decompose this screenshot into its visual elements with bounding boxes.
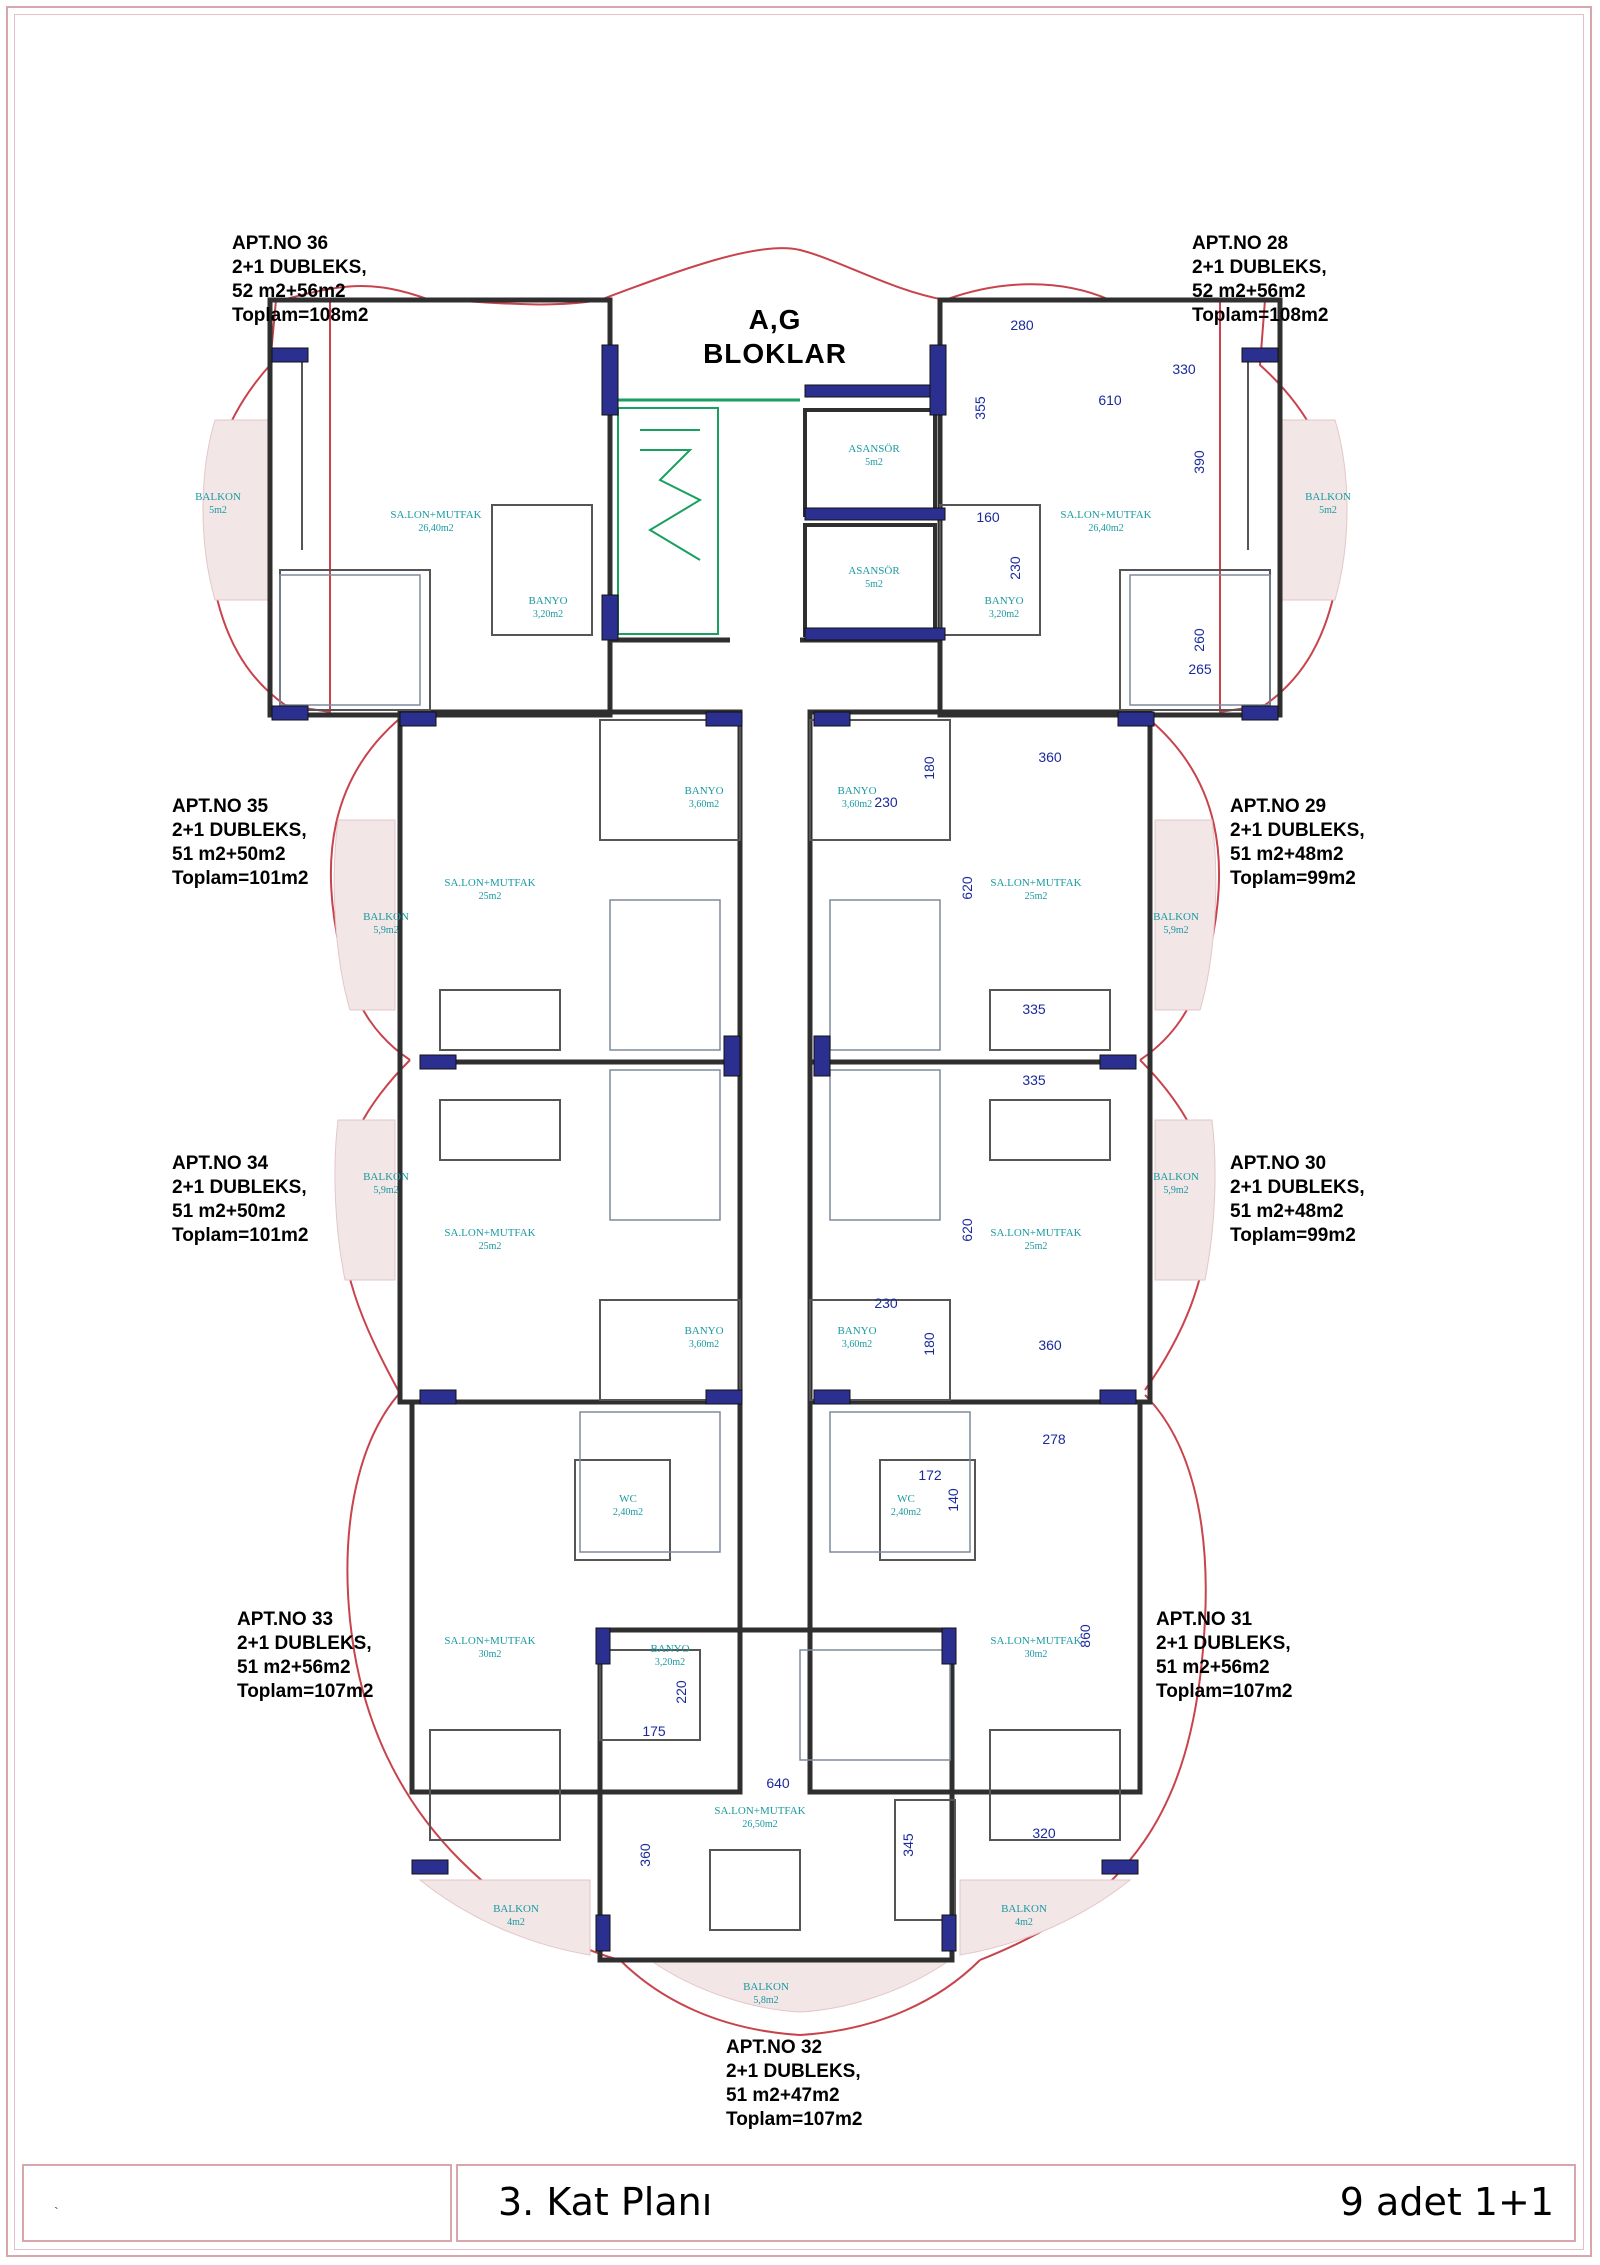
- room-label: [444, 877, 535, 902]
- apartment-areas: 51 m2+56m2: [1156, 1657, 1270, 1678]
- room-label: [444, 1227, 535, 1252]
- apartment-number: APT.NO 32: [726, 2037, 823, 2058]
- room-area: 5,9m2: [373, 1185, 399, 1196]
- apartment-total: Toplam=108m2: [1192, 305, 1329, 326]
- room-area: 5,9m2: [1163, 925, 1189, 936]
- room-name: BALKON: [493, 1903, 539, 1915]
- room-area: 25m2: [478, 1241, 502, 1252]
- room-area: 3,60m2: [841, 799, 873, 810]
- room-name: BALKON: [195, 491, 241, 503]
- room-name: BALKON: [1305, 491, 1351, 503]
- room-area: 5m2: [865, 579, 883, 590]
- room-name: WC: [619, 1493, 637, 1505]
- room-name: SA.LON+MUTFAK: [444, 1227, 536, 1239]
- title-block: [22, 2164, 1578, 2244]
- room-area: 5m2: [865, 457, 883, 468]
- apartment-total: Toplam=107m2: [237, 1681, 374, 1702]
- room-label: [390, 509, 481, 534]
- dimension-label: 345: [900, 1833, 916, 1857]
- room-label: [848, 565, 900, 590]
- apartment-areas: 51 m2+48m2: [1230, 844, 1344, 865]
- apartment-total: Toplam=101m2: [172, 1225, 309, 1246]
- dimension-label: 260: [1191, 628, 1207, 652]
- room-label: [684, 785, 723, 810]
- apartment-type: 2+1 DUBLEKS,: [172, 820, 307, 841]
- apartment-type: 2+1 DUBLEKS,: [1230, 820, 1365, 841]
- room-label: [714, 1805, 805, 1830]
- room-name: BANYO: [837, 785, 877, 797]
- dimension-label: 230: [874, 794, 898, 810]
- apartment-type: 2+1 DUBLEKS,: [1156, 1633, 1291, 1654]
- room-area: 4m2: [507, 1917, 525, 1928]
- dimension-label: 230: [874, 1295, 898, 1311]
- apartment-label-36: [232, 232, 368, 328]
- room-label: [444, 1635, 535, 1660]
- apartment-areas: 51 m2+48m2: [1230, 1201, 1344, 1222]
- room-area: 26,40m2: [1088, 523, 1124, 534]
- room-name: BANYO: [528, 595, 568, 607]
- room-name: BALKON: [363, 1171, 409, 1183]
- room-area: 2,40m2: [890, 1507, 922, 1518]
- room-label: [891, 1493, 921, 1518]
- room-area: 25m2: [478, 891, 502, 902]
- apartment-number: APT.NO 28: [1192, 233, 1289, 254]
- dimension-label: 160: [976, 509, 1000, 525]
- room-area: 26,50m2: [742, 1819, 778, 1830]
- room-area: 30m2: [478, 1649, 502, 1660]
- room-name: BALKON: [743, 1981, 789, 1993]
- room-name: SA.LON+MUTFAK: [714, 1805, 806, 1817]
- logo-mark: `: [54, 2204, 59, 2220]
- room-label: [837, 1325, 876, 1350]
- block-title-line-1: A,G: [748, 304, 802, 335]
- apartment-number: APT.NO 31: [1156, 1609, 1253, 1630]
- room-area: 25m2: [1024, 1241, 1048, 1252]
- apartment-label-31: [1156, 1608, 1292, 1704]
- apartment-areas: 51 m2+50m2: [172, 1201, 286, 1222]
- room-label: [990, 1227, 1081, 1252]
- dimension-label: 180: [921, 1332, 937, 1356]
- room-name: BANYO: [837, 1325, 877, 1337]
- apartment-label-33: [237, 1608, 373, 1704]
- dimension-label: 360: [1038, 749, 1062, 765]
- apartment-areas: 51 m2+56m2: [237, 1657, 351, 1678]
- dimension-label: 620: [959, 876, 975, 900]
- room-area: 3,60m2: [688, 1339, 720, 1350]
- dimension-label: 140: [945, 1488, 961, 1512]
- dimension-label: 360: [637, 1843, 653, 1867]
- apartment-label-30: [1230, 1152, 1365, 1248]
- room-name: ASANSÖR: [848, 565, 900, 577]
- apartment-total: Toplam=108m2: [232, 305, 369, 326]
- apartment-number: APT.NO 34: [172, 1153, 269, 1174]
- room-area: 26,40m2: [418, 523, 454, 534]
- room-label: [837, 785, 876, 810]
- apartment-type: 2+1 DUBLEKS,: [237, 1633, 372, 1654]
- apartment-number: APT.NO 29: [1230, 796, 1327, 817]
- room-label: [650, 1643, 689, 1668]
- apartment-type: 2+1 DUBLEKS,: [1192, 257, 1327, 278]
- apartment-type: 2+1 DUBLEKS,: [726, 2061, 861, 2082]
- dimension-label: 335: [1022, 1072, 1046, 1088]
- dimension-label: 390: [1191, 450, 1207, 474]
- room-name: BANYO: [684, 1325, 724, 1337]
- room-label: [848, 443, 900, 468]
- dimension-label: 360: [1038, 1337, 1062, 1353]
- apartment-total: Toplam=107m2: [726, 2109, 863, 2130]
- room-name: SA.LON+MUTFAK: [390, 509, 482, 521]
- dimension-label: 355: [972, 396, 988, 420]
- room-label: [990, 877, 1081, 902]
- apartment-label-32: [726, 2036, 862, 2132]
- room-name: WC: [897, 1493, 915, 1505]
- apartment-areas: 52 m2+56m2: [232, 281, 346, 302]
- dimension-label: 230: [1007, 556, 1023, 580]
- room-name: SA.LON+MUTFAK: [1060, 509, 1152, 521]
- apartment-number: APT.NO 35: [172, 796, 269, 817]
- room-area: 3,20m2: [988, 609, 1020, 620]
- room-name: SA.LON+MUTFAK: [990, 1635, 1082, 1647]
- apartment-total: Toplam=99m2: [1230, 1225, 1356, 1246]
- room-area: 5,9m2: [373, 925, 399, 936]
- room-name: SA.LON+MUTFAK: [990, 1227, 1082, 1239]
- apartment-label-29: [1230, 795, 1365, 891]
- room-area: 3,60m2: [688, 799, 720, 810]
- room-name: BANYO: [684, 785, 724, 797]
- dimension-label: 175: [642, 1723, 666, 1739]
- room-area: 3,20m2: [654, 1657, 686, 1668]
- room-area: 3,60m2: [841, 1339, 873, 1350]
- block-title: [690, 303, 860, 371]
- apartment-total: Toplam=101m2: [172, 868, 309, 889]
- apartment-areas: 52 m2+56m2: [1192, 281, 1306, 302]
- dimension-label: 265: [1188, 661, 1212, 677]
- room-label: [613, 1493, 643, 1518]
- apartment-number: APT.NO 30: [1230, 1153, 1327, 1174]
- room-area: 25m2: [1024, 891, 1048, 902]
- apartment-label-35: [172, 795, 308, 891]
- dimension-label: 220: [673, 1680, 689, 1704]
- apartment-number: APT.NO 36: [232, 233, 329, 254]
- apartment-label-28: [1192, 232, 1328, 328]
- room-label: [684, 1325, 723, 1350]
- room-name: BALKON: [363, 911, 409, 923]
- room-label: [984, 595, 1023, 620]
- unit-count: 9 adet 1+1: [1339, 2180, 1554, 2224]
- room-name: BALKON: [1153, 1171, 1199, 1183]
- apartment-type: 2+1 DUBLEKS,: [232, 257, 367, 278]
- room-name: BALKON: [1153, 911, 1199, 923]
- room-area: 5m2: [209, 505, 227, 516]
- apartment-label-34: [172, 1152, 308, 1248]
- room-area: 3,20m2: [532, 609, 564, 620]
- room-name: BALKON: [1001, 1903, 1047, 1915]
- dimension-label: 860: [1077, 1624, 1093, 1648]
- room-area: 5,8m2: [753, 1995, 779, 2006]
- dimension-label: 320: [1032, 1825, 1056, 1841]
- apartment-total: Toplam=107m2: [1156, 1681, 1293, 1702]
- plan-title: 3. Kat Planı: [498, 2180, 713, 2224]
- dimension-label: 280: [1010, 317, 1034, 333]
- room-area: 5,9m2: [1163, 1185, 1189, 1196]
- dimension-label: 640: [766, 1775, 790, 1791]
- dimension-label: 620: [959, 1218, 975, 1242]
- room-area: 4m2: [1015, 1917, 1033, 1928]
- room-area: 2,40m2: [612, 1507, 644, 1518]
- apartment-type: 2+1 DUBLEKS,: [172, 1177, 307, 1198]
- room-name: SA.LON+MUTFAK: [444, 877, 536, 889]
- dimension-label: 610: [1098, 392, 1122, 408]
- apartment-areas: 51 m2+50m2: [172, 844, 286, 865]
- dimension-label: 335: [1022, 1001, 1046, 1017]
- apartment-total: Toplam=99m2: [1230, 868, 1356, 889]
- dimension-label: 172: [918, 1467, 942, 1483]
- room-label: [990, 1635, 1081, 1660]
- room-name: SA.LON+MUTFAK: [990, 877, 1082, 889]
- apartment-type: 2+1 DUBLEKS,: [1230, 1177, 1365, 1198]
- dimension-label: 278: [1042, 1431, 1066, 1447]
- apartment-number: APT.NO 33: [237, 1609, 334, 1630]
- block-title-line-2: BLOKLAR: [703, 338, 847, 369]
- room-label: [1060, 509, 1151, 534]
- title-block-logo-cell: [22, 2164, 452, 2242]
- room-area: 5m2: [1319, 505, 1337, 516]
- dimension-label: 180: [921, 756, 937, 780]
- room-area: 30m2: [1024, 1649, 1048, 1660]
- room-name: SA.LON+MUTFAK: [444, 1635, 536, 1647]
- room-name: BANYO: [984, 595, 1024, 607]
- dimension-label: 330: [1172, 361, 1196, 377]
- room-label: [528, 595, 567, 620]
- room-name: BANYO: [650, 1643, 690, 1655]
- room-name: ASANSÖR: [848, 443, 900, 455]
- apartment-areas: 51 m2+47m2: [726, 2085, 840, 2106]
